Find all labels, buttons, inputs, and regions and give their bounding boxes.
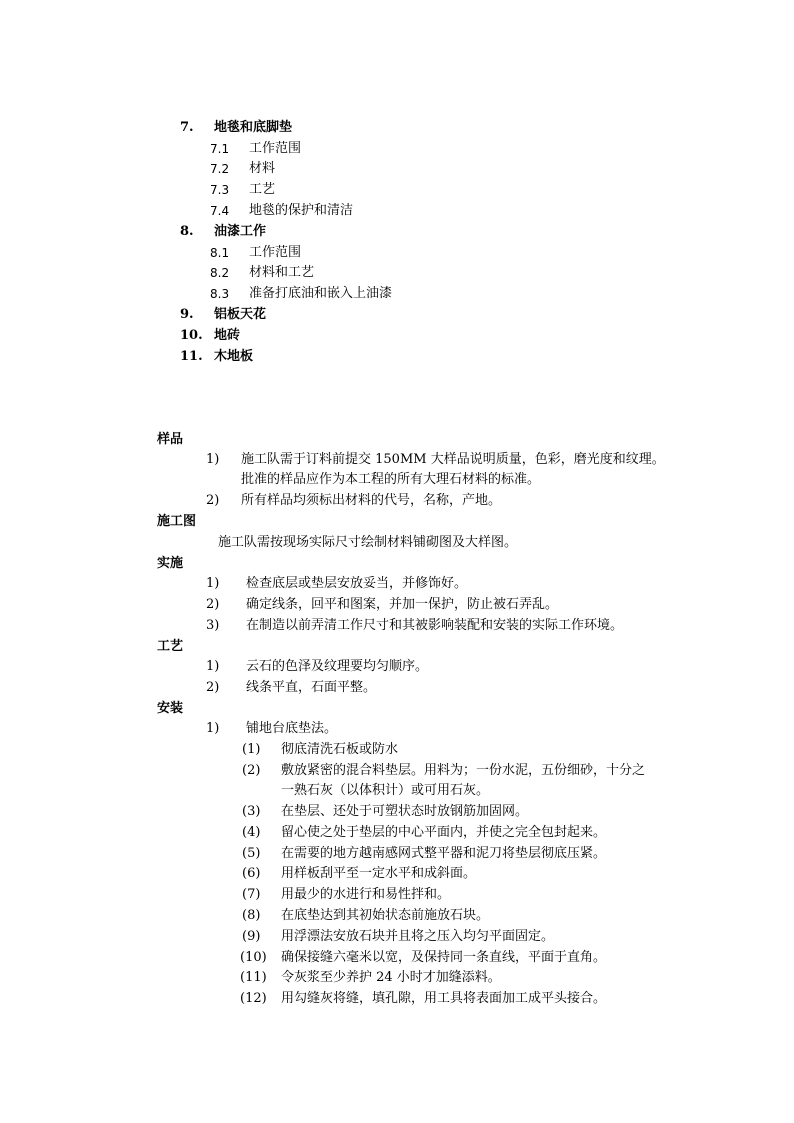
page: 7. 地毯和底脚垫 7.1 工作范围 7.2 材料 7.3 工艺 7.4 地毯的保护和清洁 8. 油漆工作 8.1 工作范围 8.2 材料和工艺 8.3 准备打底油和嵌入上油漆 9. 铝板天花 10. 地砖 11. 木地板 样品 1) 施工队需于订料前提交 150MM 大样品说明质量，色彩，磨光度和纹理。 批准的样品应作为本工程的所有大理石材料的标准。 2) 所有样品均须标出材料的代号，名称，产地。 施工图 施工队需按现场实际尺寸绘制材料铺砌图及大样图。 实施 1) 检查底层或垫层安放妥当，并修饰好。 2) 确定线条，回平和图案，并加一保护，防止被石弄乱。 3) 在制造以前弄清工作尺寸和其被影响装配和安装的实际工作环境。 工艺 1) 云石的色泽及纹理要均匀顺序。 2) 线条平直，石面平整。 安装 1) 铺地台底垫法。 (1) 彻底清洗石板或防水 (2) 敷放紧密的混合料垫层。用料为；一份水泥，五份细砂，十分之 一熟石灰（以体积计）或可用石灰。 (3) 在垫层、还处于可塑状态时放钢筋加固网。 (4) 留心使之处于垫层的中心平面内，并使之完全包封起来。 (5) 在需要的地方越南感网式整平器和泥刀将垫层彻底压紧。 (6) 用样板刮平至一定水平和成斜面。 (7) 用最少的水进行和易性拌和。 (8) 在底垫达到其初始状态前施放石块。 (9) 用浮漂法安放石块并且将之压入均匀平面固定。 (10) 确保接缝六毫米以宽，及保持同一条直线，平面于直角。 (11) 令灰浆至少养护 24 小时才加缝添料。 (12) 用勾缝灰将缝，填孔隙，用工具将表面加工成平头接合。 <box>157 120 665 1006</box>
